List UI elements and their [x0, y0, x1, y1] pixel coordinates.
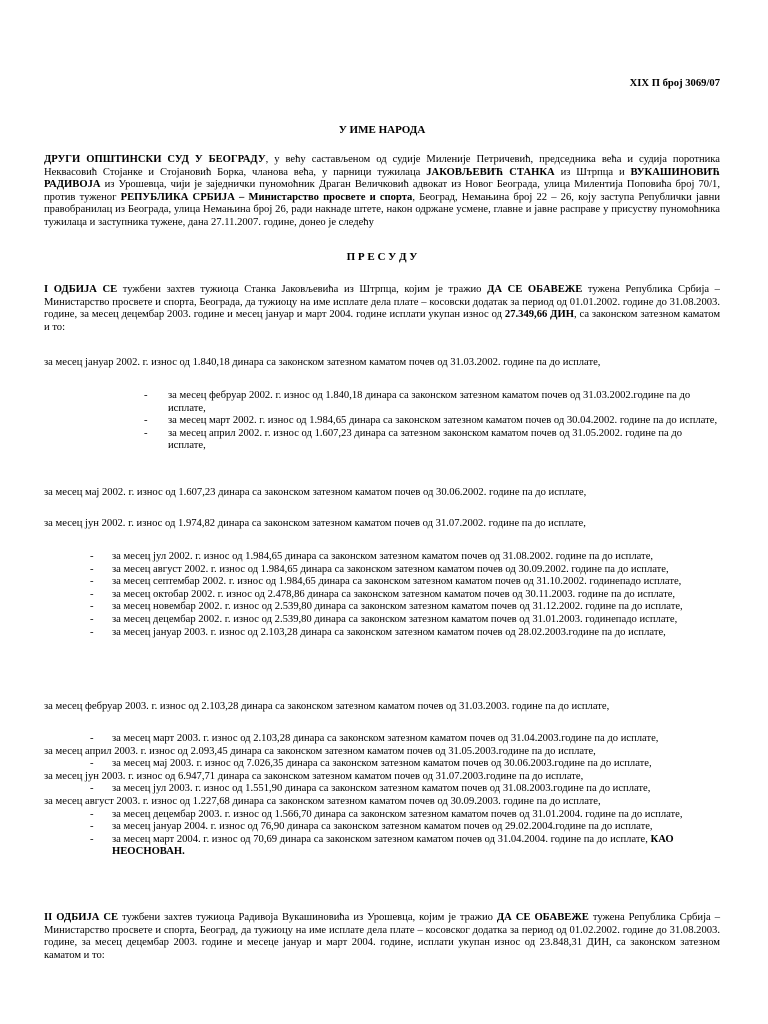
list-item: - за месец мај 2003. г. износ од 7.026,35 динара са законском затезном каматом почев од 30.06.2003.године па до исплате, [90, 758, 652, 770]
intro-paragraph: ДРУГИ ОПШТИНСКИ СУД У БЕОГРАДУ, у већу састављеном од судије Миленије Петричевић, председника већа и судија поротника Неквасовић Стојанке и Стојановић Борка, чланова већа, у парници тужилаца ЈАКОВЉЕВИЋ СТАНКА из Штрпца и ВУКАШИНОВИЋ РАДИВОЈА из Урошевца, чији је заједнички пуномоћник Драган Величковић адвокат из Новог Београда, улица Милентија Поповића број 70/1, против туженог РЕПУБЛИКА СРБИЈА – Министарство просвете и спорта, Београд, Немањина број 22 – 26, коју заступа Републички јавни правобранилац из Београда, улица Немањина број 26, ради накнаде штете, након одржане усмене, главне и јавне расправе у присуству пуномоћника тужилаца и заступника тужене, дана 27.11.2007. године, донео је следећу [44, 154, 721, 228]
list-item: - за месец новембар 2002. г. износ од 2.539,80 динара са законском затезном каматом почев од 31.12.2002. године па до исплате, [90, 601, 683, 613]
plaintiff-1: ЈАКОВЉЕВИЋ СТАНКА [426, 166, 555, 178]
list-item: - за месец децембар 2002. г. износ од 2.539,80 динара са законском затезном каматом почев од 31.01.2003. годинепадо исплате, [90, 613, 678, 625]
line-jan-2002: за месец јануар 2002. г. износ од 1.840,18 динара са законском затезном каматом почев од 31.03.2002. године па до исплате, [44, 357, 601, 368]
line-jun-2002: за месец јун 2002. г. износ од 1.974,82 динара са законском затезном каматом почев од 31.07.2002. године па до исплате, [44, 518, 586, 529]
list-item: - за месец фебруар 2002. г. износ од 1.840,18 динара са законском затезном каматом почев од 31.03.2002.године па до исплате, [144, 390, 691, 414]
list-item: - за месец април 2002. г. износ од 1.607,23 динара са затезном законском каматом почев од 31.05.2002. године па до исплате, [144, 427, 683, 452]
line-feb-2003: за месец фебруар 2003. г. износ од 2.103,28 динара са законском затезном каматом почев од 31.03.2003. године па до исплате, [44, 701, 610, 712]
list-item: - за месец децембар 2003. г. износ од 1.566,70 динара са законском затезном каматом почев од 31.01.2004. године па до исплате, [90, 808, 683, 820]
list-item: - за месец јануар 2003. г. износ од 2.103,28 динара са законском затезном каматом почев од 28.02.2003.године па до исплате, [90, 626, 666, 638]
list-item: - за месец октобар 2002. г. износ од 2.478,86 динара са законском затезном каматом почев од 30.11.2003. године па до исплате, [90, 588, 676, 600]
list-item: - за месец март 2003. г. износ од 2.103,28 динара са законском затезном каматом почев од 31.04.2003.године па до исплате, [90, 733, 659, 744]
list-item: за месец август 2003. г. износ од 1.227,68 динара са законском затезном каматом почев од 30.09.2003. године па до исплате, [44, 795, 601, 807]
document-title: У ИМЕ НАРОДА [338, 124, 426, 136]
list-item: - за месец септембар 2002. г. износ од 1.984,65 динара са законском затезном каматом почев од 31.10.2002. годинепадо исплате, [90, 576, 682, 588]
month-list-a [144, 390, 720, 453]
list-item: - за месец август 2002. г. износ од 1.984,65 динара са законском затезном каматом почев од 30.09.2002. године па до исплате, [90, 563, 669, 575]
defendant-name: РЕПУБЛИКА СРБИЈА – Министарство просвете и спорта [120, 191, 413, 203]
unfounded-text: КАО НЕОСНОВАН. [112, 833, 674, 858]
verdict-heading: П Р Е С У Д У [346, 251, 418, 263]
month-list-c [44, 733, 720, 859]
list-item: - за месец јул 2002. г. износ од 1.984,65 динара са законском затезном каматом почев од 31.08.2002. године па до исплате, [90, 551, 654, 562]
list-item: - за месец јул 2003. г. износ од 1.551,90 динара са законском затезном каматом почев од 31.08.2003.године па до исплате, [90, 783, 651, 795]
court-name: ДРУГИ ОПШТИНСКИ СУД У БЕОГРАДУ [44, 154, 266, 165]
plaintiff-2: ВУКАШИНОВИЋ РАДИВОЈА [44, 166, 720, 191]
case-number: XIX П број 3069/07 [629, 78, 720, 89]
list-item: - за месец март 2002. г. износ од 1.984,65 динара са законском затезном каматом почев од 30.04.2002. године па до исплате, [144, 415, 718, 427]
total-amount: 27.349,66 ДИН [504, 309, 574, 321]
list-item: за месец април 2003. г. износ од 2.093,45 динара са законском затезном каматом почев од 31.05.2003.године па до исплате, [44, 745, 596, 757]
list-item: - за месец март 2004. г. износ од 70,69 динара са законском затезном каматом почев од 31.04.2004. године па до исплате, КАО НЕОСНОВАН. [90, 833, 674, 858]
list-item: - за месец јануар 2004. г. износ од 76,90 динара са законском затезном каматом почев од 29.02.2004.године па до исплате, [90, 821, 653, 833]
month-list-b [90, 551, 720, 639]
list-item: за месец јун 2003. г. износ од 6.947,71 динара са законском затезном каматом почев од 31.07.2003.године па до исплате, [44, 770, 584, 782]
section-2-paragraph: II ОДБИЈА СЕ тужбени захтев тужиоца Радивоја Вукашиновића из Урошевца, којим је тражио ДА СЕ ОБАВЕЖЕ тужена Република Србија – Министарство просвете и спорта, Београд, да тужиоцу на име исплате дела плате – косовског додатка за период од 01.02.2002. године до 31.08.2003. године, за месец децембар 2003. године и месеце јануар и март 2004. године, исплати укупан износ од 23.848,31 ДИН, са законском затезном каматом и то: [44, 912, 720, 961]
line-may-2002: за месец мај 2002. г. износ од 1.607,23 динара са законском затезном каматом почев од 30.06.2002. године па до исплате, [44, 487, 587, 498]
section-1-paragraph: I ОДБИЈА СЕ тужбени захтев тужиоца Станка Јаковљевића из Штрпца, којим је тражио ДА СЕ ОБАВЕЖЕ тужена Република Србија – Министарство просвете и спорта, Београда, да тужиоцу на име исплате дела плате – косовски додатак за период од 01.01.2002. године до 31.08.2003. године, за месец децембар 2003. године и месец јануар и март 2004. године исплати укупан износ од 27.349,66 ДИН, са законском затезном каматом и то: [44, 284, 721, 333]
